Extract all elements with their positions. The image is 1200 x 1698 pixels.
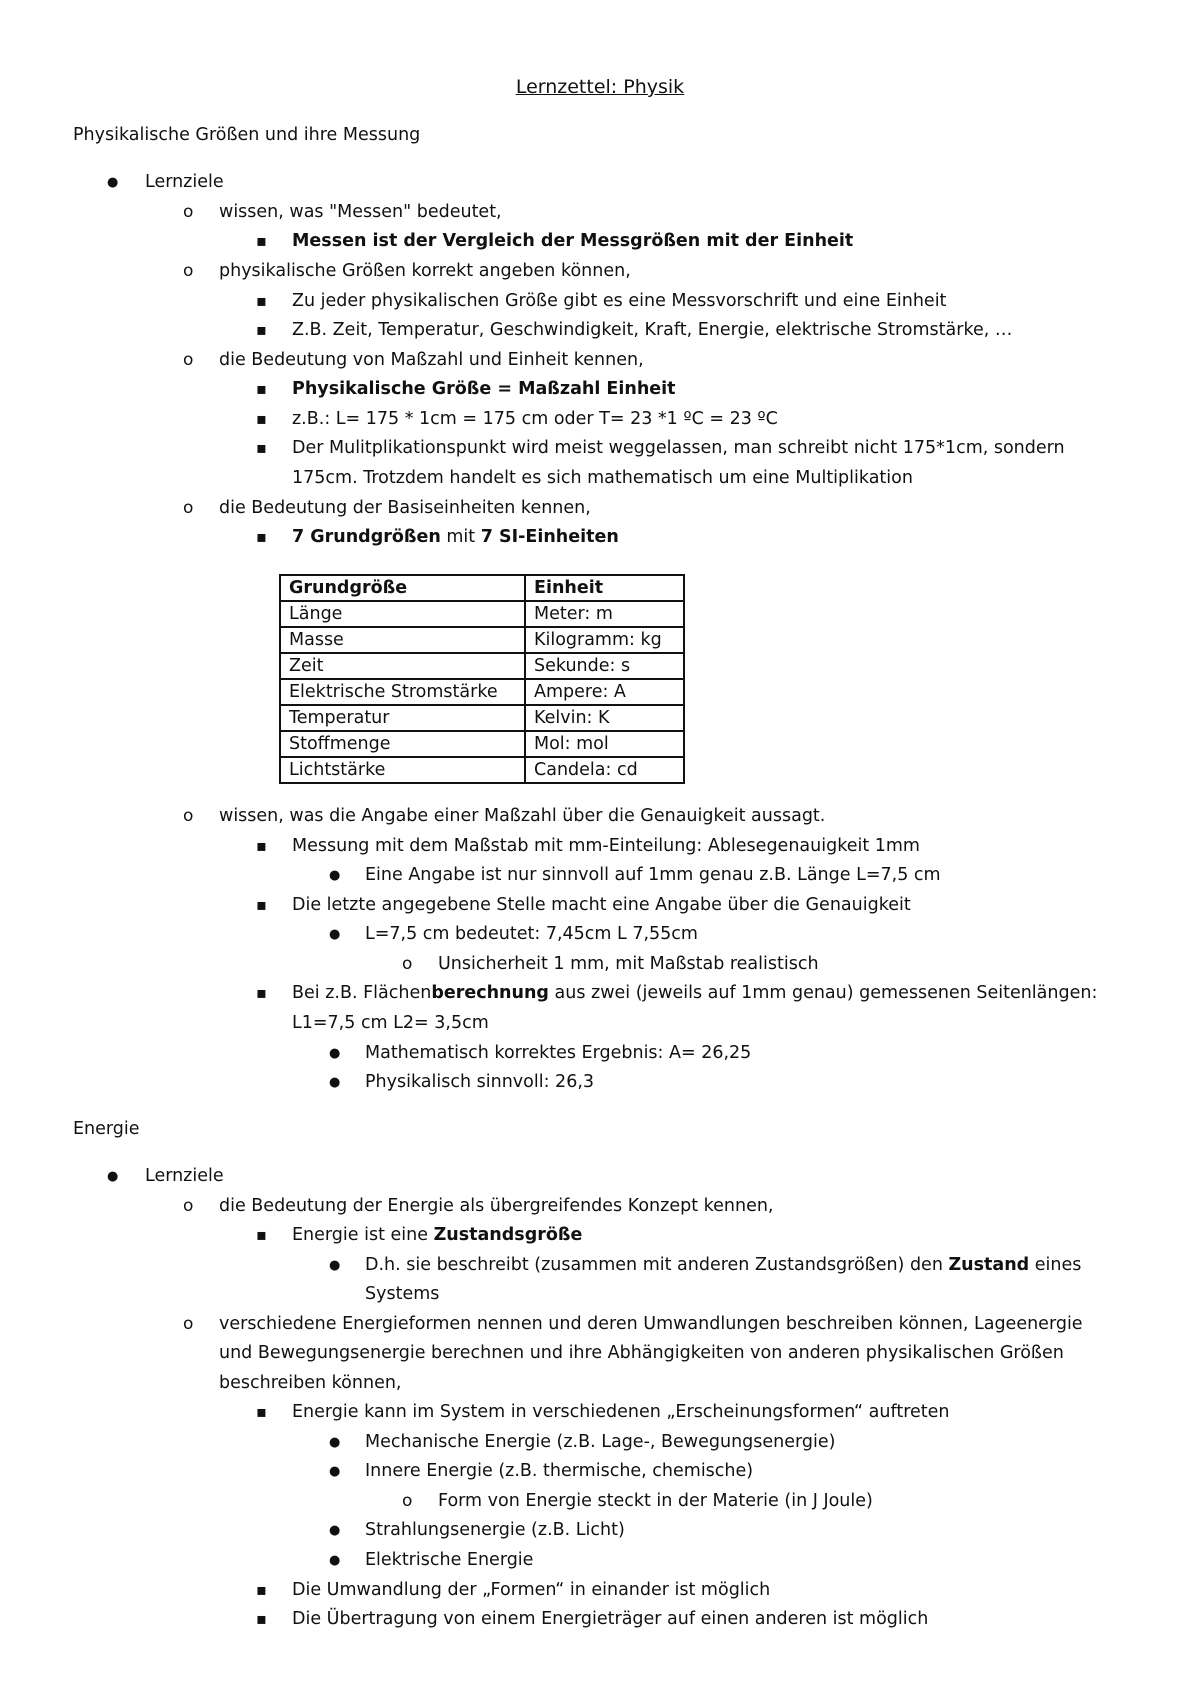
si-units-table xyxy=(279,574,685,784)
bullet-square-icon xyxy=(256,526,267,549)
table-cell: Ampere: A xyxy=(525,679,684,705)
list-item: Form von Energie steckt in der Materie (in J Joule) xyxy=(438,1491,873,1511)
bold-text: Zustand xyxy=(948,1255,1030,1275)
table-header-row xyxy=(280,575,684,601)
list-item: Mechanische Energie (z.B. Lage-, Bewegungsenergie) xyxy=(365,1432,836,1452)
table-cell: Mol: mol xyxy=(525,731,684,757)
bullet-square-icon xyxy=(256,894,267,917)
list-item: die Bedeutung von Maßzahl und Einheit kennen, xyxy=(219,350,644,370)
table-cell: Masse xyxy=(280,627,525,653)
bullet-square-icon xyxy=(256,1401,267,1424)
list-item: Strahlungsenergie (z.B. Licht) xyxy=(365,1520,625,1540)
bullet-circle-icon xyxy=(402,953,412,976)
bullet-circle-icon xyxy=(183,1195,193,1218)
list-item: Eine Angabe ist nur sinnvoll auf 1mm genau z.B. Länge L=7,5 cm xyxy=(365,865,941,885)
bullet-square-icon xyxy=(256,230,267,253)
list-item xyxy=(292,982,1097,1004)
list-item: verschiedene Energieformen nennen und deren Umwandlungen beschreiben können, Lageenergie xyxy=(219,1314,1083,1334)
bullet-square-icon xyxy=(256,378,267,401)
bold-text: 7 SI-Einheiten xyxy=(480,527,619,547)
inline-text: mit xyxy=(440,527,481,547)
list-item-continuation: und Bewegungsenergie berechnen und ihre Abhängigkeiten von anderen physikalischen Größen xyxy=(219,1343,1064,1363)
bullet-dot-icon xyxy=(329,923,340,946)
bullet-dot-icon xyxy=(329,1431,340,1454)
bullet-square-icon xyxy=(256,319,267,342)
page-title: Lernzettel: Physik xyxy=(515,76,685,98)
list-item: Mathematisch korrektes Ergebnis: A= 26,25 xyxy=(365,1043,752,1063)
list-item xyxy=(292,378,676,400)
bullet-square-icon xyxy=(256,835,267,858)
bullet-dot-icon xyxy=(329,864,340,887)
list-item: Der Mulitplikationspunkt wird meist weggelassen, man schreibt nicht 175*1cm, sondern xyxy=(292,438,1065,458)
bullet-dot-icon xyxy=(329,1549,340,1572)
section-heading-measurement: Physikalische Größen und ihre Messung xyxy=(73,125,421,145)
list-item: z.B.: L= 175 * 1cm = 175 cm oder T= 23 *1 ºC = 23 ºC xyxy=(292,409,778,429)
bullet-square-icon xyxy=(256,1224,267,1247)
list-item: Messung mit dem Maßstab mit mm-Einteilung: Ablesegenauigkeit 1mm xyxy=(292,836,920,856)
list-item-continuation: L1=7,5 cm L2= 3,5cm xyxy=(292,1013,489,1033)
list-item: Die Umwandlung der „Formen“ in einander ist möglich xyxy=(292,1580,771,1600)
bullet-circle-icon xyxy=(183,349,193,372)
bullet-dot-icon xyxy=(329,1460,340,1483)
bullet-square-icon xyxy=(256,1579,267,1602)
bullet-dot-icon xyxy=(329,1071,340,1094)
bold-text: Messen ist der Vergleich der Messgrößen mit der Einheit xyxy=(292,231,854,251)
inline-text: Bei z.B. Flächen xyxy=(292,983,432,1003)
bullet-circle-icon xyxy=(183,260,193,283)
list-item: Zu jeder physikalischen Größe gibt es eine Messvorschrift und eine Einheit xyxy=(292,291,947,311)
list-item-continuation: Systems xyxy=(365,1284,440,1304)
table-row xyxy=(280,653,684,679)
list-item: wissen, was "Messen" bedeutet, xyxy=(219,202,502,222)
list-item: Unsicherheit 1 mm, mit Maßstab realistisch xyxy=(438,954,819,974)
bullet-dot-icon xyxy=(329,1519,340,1542)
inline-text: D.h. sie beschreibt (zusammen mit anderen Zustandsgrößen) den xyxy=(365,1255,949,1275)
inline-text: aus zwei (jeweils auf 1mm genau) gemessenen Seitenlängen: xyxy=(548,983,1098,1003)
bullet-circle-icon xyxy=(402,1490,412,1513)
bold-text: 7 Grundgrößen xyxy=(292,527,441,547)
list-item: Physikalisch sinnvoll: 26,3 xyxy=(365,1072,595,1092)
bullet-circle-icon xyxy=(183,805,193,828)
section-heading-energy: Energie xyxy=(73,1119,140,1139)
table-header-cell: Einheit xyxy=(525,575,684,601)
table-row xyxy=(280,601,684,627)
table-cell: Meter: m xyxy=(525,601,684,627)
list-item xyxy=(292,526,619,548)
list-item xyxy=(292,1224,582,1246)
bullet-dot-icon xyxy=(329,1042,340,1065)
table-row xyxy=(280,757,684,783)
bullet-square-icon xyxy=(256,290,267,313)
list-item xyxy=(365,1254,1081,1276)
table-row xyxy=(280,731,684,757)
table-cell: Candela: cd xyxy=(525,757,684,783)
table-cell: Kilogramm: kg xyxy=(525,627,684,653)
list-item-continuation: beschreiben können, xyxy=(219,1373,402,1393)
bullet-square-icon xyxy=(256,437,267,460)
table-cell: Kelvin: K xyxy=(525,705,684,731)
list-item: Innere Energie (z.B. thermische, chemische) xyxy=(365,1461,754,1481)
table-cell: Stoffmenge xyxy=(280,731,525,757)
bullet-circle-icon xyxy=(183,1313,193,1336)
table-cell: Länge xyxy=(280,601,525,627)
inline-text: eines xyxy=(1029,1255,1082,1275)
list-item: Die Übertragung von einem Energieträger auf einen anderen ist möglich xyxy=(292,1609,929,1629)
list-item: die Bedeutung der Basiseinheiten kennen, xyxy=(219,498,591,518)
table-row xyxy=(280,679,684,705)
bullet-square-icon xyxy=(256,1608,267,1631)
lernziele-label: Lernziele xyxy=(145,1166,224,1186)
table-cell: Sekunde: s xyxy=(525,653,684,679)
list-item-continuation: 175cm. Trotzdem handelt es sich mathematisch um eine Multiplikation xyxy=(292,468,913,488)
list-item: Energie kann im System in verschiedenen „Erscheinungsformen“ auftreten xyxy=(292,1402,950,1422)
bullet-square-icon xyxy=(256,982,267,1005)
table-row xyxy=(280,705,684,731)
table-row xyxy=(280,627,684,653)
table-cell: Zeit xyxy=(280,653,525,679)
lernziele-label: Lernziele xyxy=(145,172,224,192)
bullet-dot-icon xyxy=(107,171,118,194)
bold-text: berechnung xyxy=(431,983,549,1003)
list-item: Z.B. Zeit, Temperatur, Geschwindigkeit, Kraft, Energie, elektrische Stromstärke, … xyxy=(292,320,1013,340)
list-item: wissen, was die Angabe einer Maßzahl über die Genauigkeit aussagt. xyxy=(219,806,826,826)
bold-text: Physikalische Größe = Maßzahl Einheit xyxy=(292,379,676,399)
bullet-dot-icon xyxy=(329,1254,340,1277)
list-item: die Bedeutung der Energie als übergreifendes Konzept kennen, xyxy=(219,1196,774,1216)
bold-text: Zustandsgröße xyxy=(433,1225,583,1245)
bullet-square-icon xyxy=(256,408,267,431)
table-cell: Elektrische Stromstärke xyxy=(280,679,525,705)
list-item: Die letzte angegebene Stelle macht eine Angabe über die Genauigkeit xyxy=(292,895,911,915)
table-header-cell: Grundgröße xyxy=(280,575,525,601)
inline-text: Energie ist eine xyxy=(292,1225,434,1245)
bullet-circle-icon xyxy=(183,497,193,520)
bullet-circle-icon xyxy=(183,201,193,224)
table-cell: Temperatur xyxy=(280,705,525,731)
list-item: Elektrische Energie xyxy=(365,1550,534,1570)
bullet-dot-icon xyxy=(107,1165,118,1188)
list-item: L=7,5 cm bedeutet: 7,45cm L 7,55cm xyxy=(365,924,698,944)
list-item xyxy=(292,230,853,252)
table-cell: Lichtstärke xyxy=(280,757,525,783)
list-item: physikalische Größen korrekt angeben können, xyxy=(219,261,631,281)
